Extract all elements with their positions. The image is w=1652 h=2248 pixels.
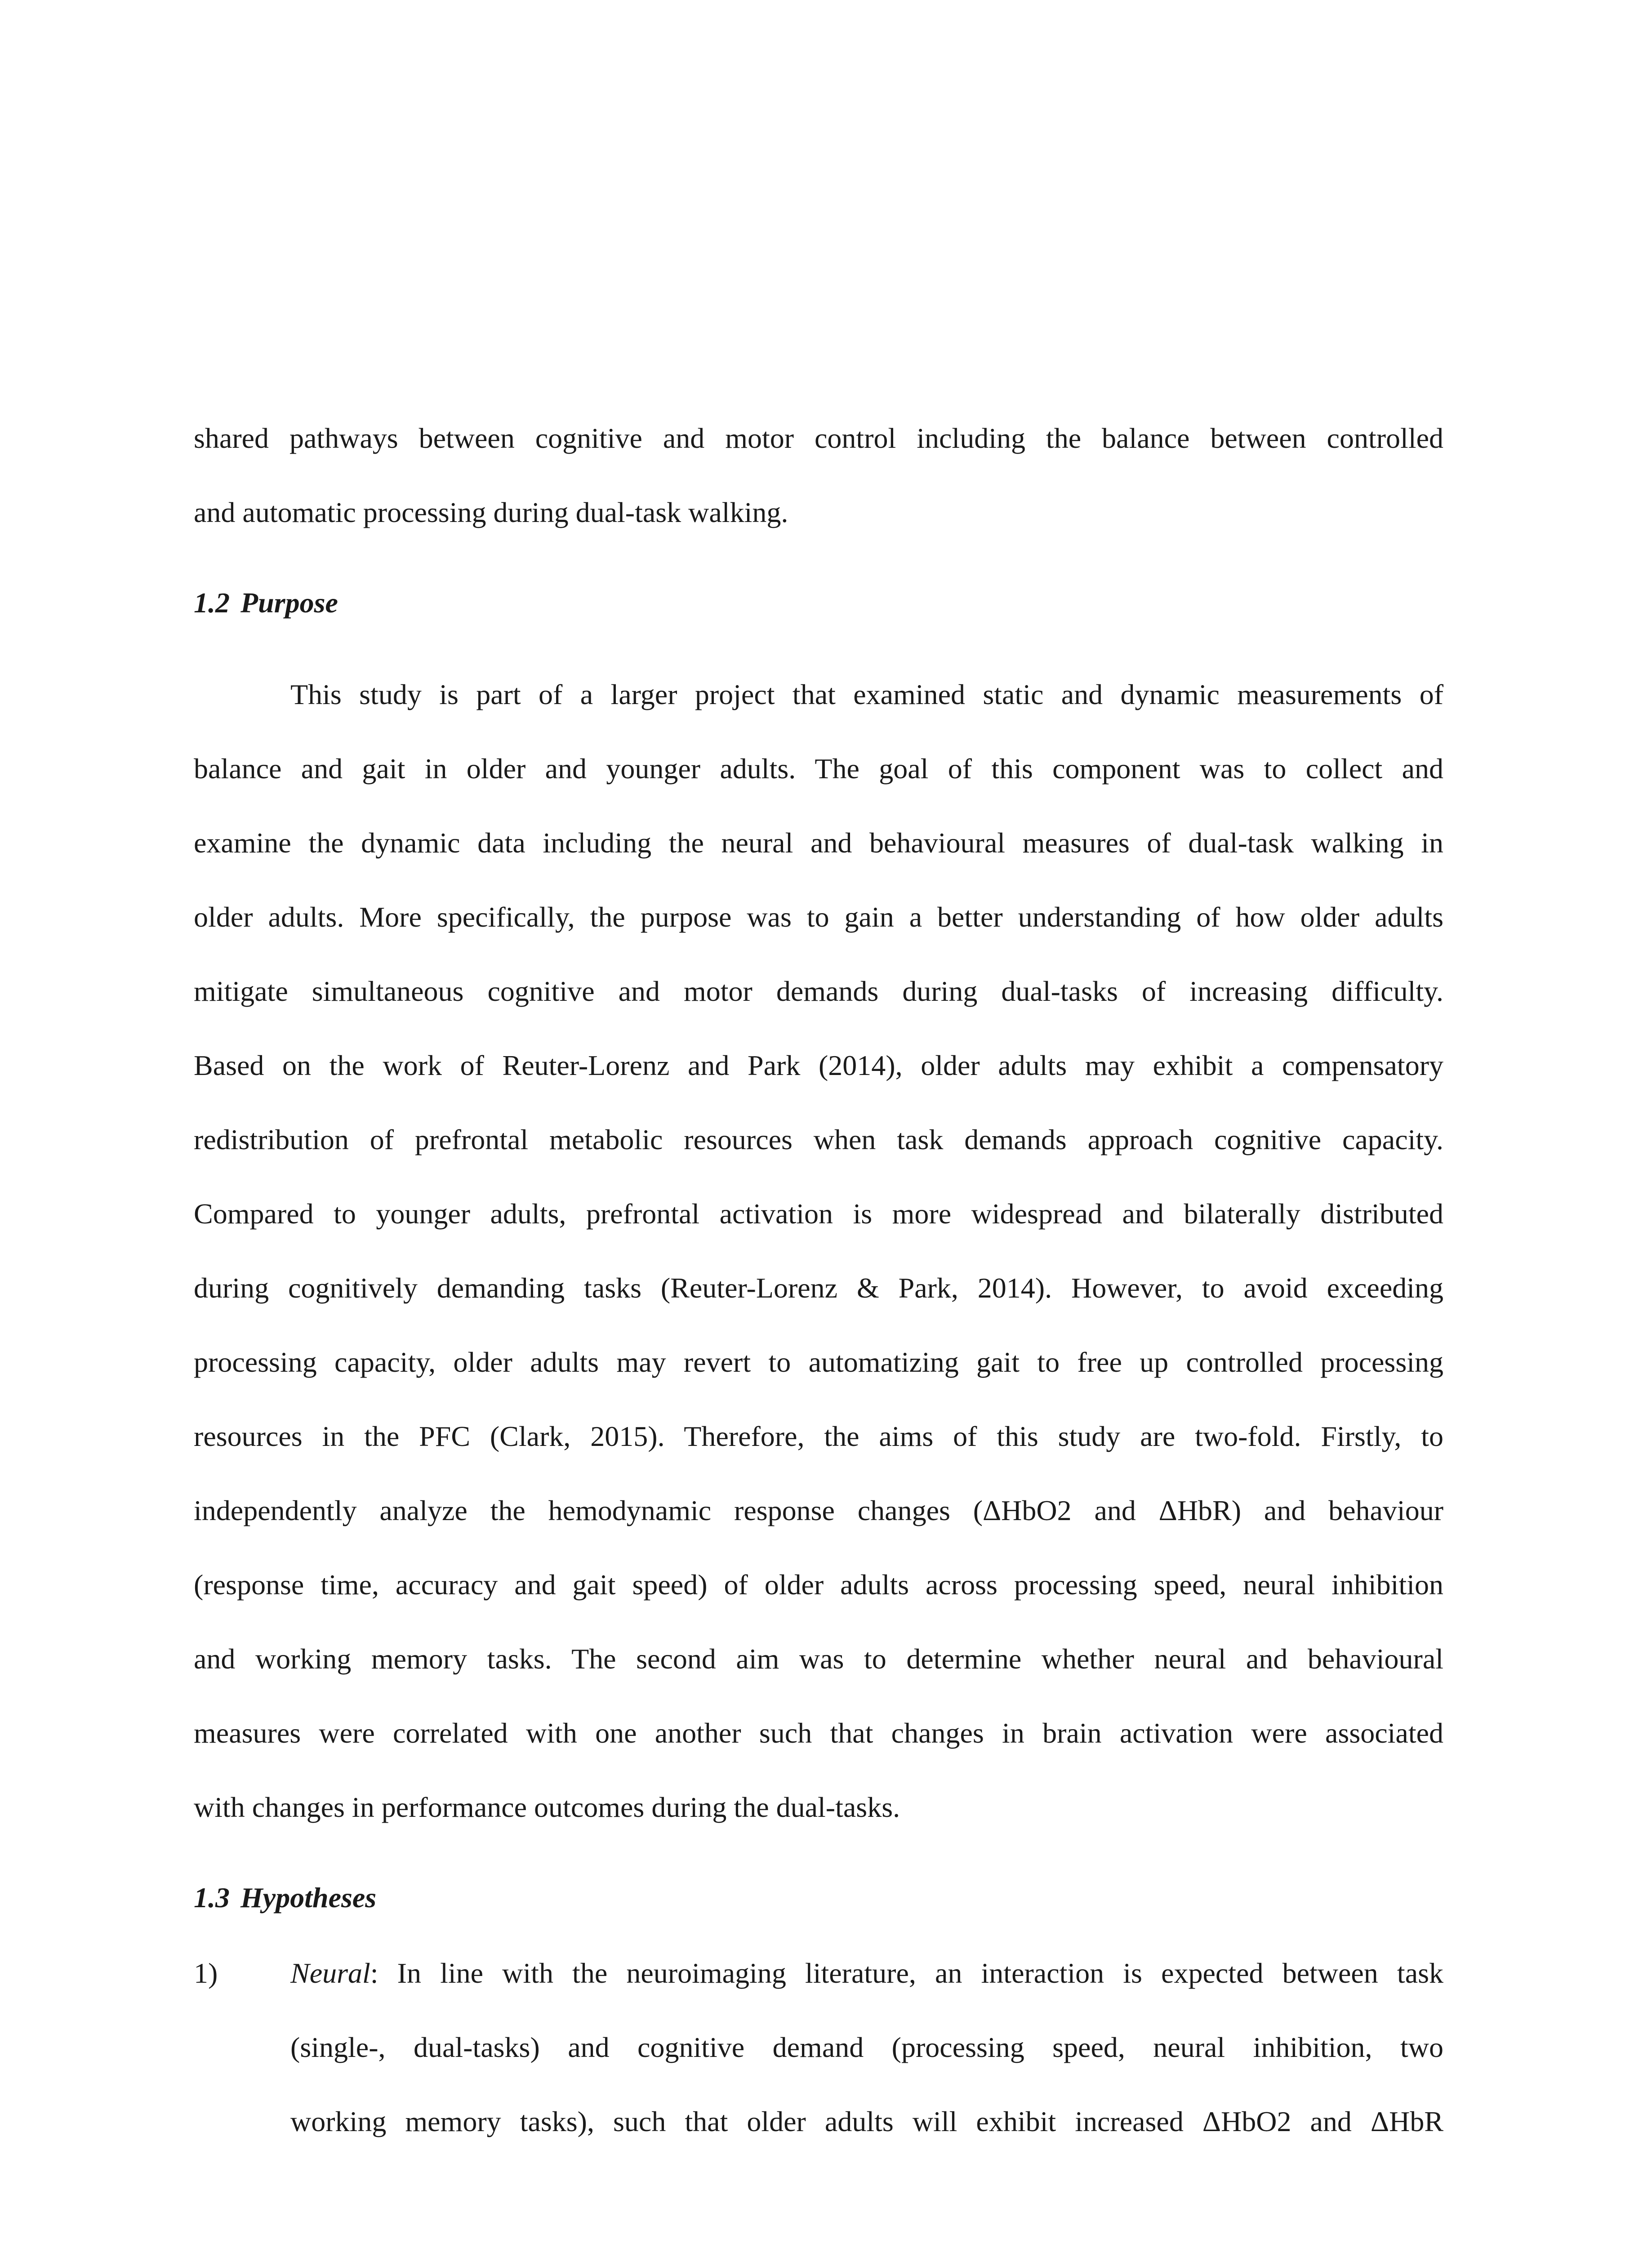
section-title: Purpose — [240, 587, 338, 619]
paragraph-line: balance and gait in older and younger adults. The goal of this component was to collect and — [194, 753, 1443, 785]
paragraph-line: Compared to younger adults, prefrontal activation is more widespread and bilaterally distributed — [194, 1198, 1443, 1230]
paragraph-line: Based on the work of Reuter-Lorenz and Park (2014), older adults may exhibit a compensatory — [194, 1049, 1443, 1081]
section-number: 1.3 — [194, 1882, 230, 1913]
hypothesis-text: : In line with the neuroimaging literature, an interaction is expected between task — [370, 1957, 1443, 1989]
list-item-line: (single-, dual-tasks) and cognitive demand (processing speed, neural inhibition, two — [290, 2031, 1443, 2063]
section-heading-purpose — [194, 585, 338, 621]
paragraph-line: and automatic processing during dual-task walking. — [194, 496, 788, 528]
section-heading-hypotheses — [194, 1880, 376, 1916]
paragraph-line: This study is part of a larger project that examined static and dynamic measurements of — [290, 678, 1443, 710]
paragraph-line: older adults. More specifically, the purpose was to gain a better understanding of how older adults — [194, 901, 1443, 933]
paragraph-line: with changes in performance outcomes during the dual-tasks. — [194, 1791, 900, 1823]
paragraph-line: redistribution of prefrontal metabolic resources when task demands approach cognitive capacity. — [194, 1124, 1443, 1155]
paragraph-line: measures were correlated with one another such that changes in brain activation were associated — [194, 1717, 1443, 1749]
paragraph-line: examine the dynamic data including the neural and behavioural measures of dual-task walking in — [194, 827, 1443, 859]
paragraph-line: independently analyze the hemodynamic response changes (ΔHbO2 and ΔHbR) and behaviour — [194, 1494, 1443, 1526]
paragraph-line: mitigate simultaneous cognitive and motor demands during dual-tasks of increasing difficulty. — [194, 975, 1443, 1007]
paragraph-line: shared pathways between cognitive and motor control including the balance between controlled — [194, 422, 1443, 454]
section-number: 1.2 — [194, 587, 230, 619]
section-title: Hypotheses — [240, 1882, 377, 1913]
paragraph-line: resources in the PFC (Clark, 2015). Therefore, the aims of this study are two-fold. Firstly, to — [194, 1420, 1443, 1452]
hypothesis-term: Neural — [290, 1957, 370, 1989]
paragraph-line: (response time, accuracy and gait speed) of older adults across processing speed, neural inhibition — [194, 1569, 1443, 1601]
paragraph-line: during cognitively demanding tasks (Reuter-Lorenz & Park, 2014). However, to avoid exceeding — [194, 1272, 1443, 1304]
list-item — [194, 1955, 1443, 1991]
paragraph-line: processing capacity, older adults may revert to automatizing gait to free up controlled processing — [194, 1346, 1443, 1378]
list-item-line: working memory tasks), such that older adults will exhibit increased ΔHbO2 and ΔHbR — [290, 2105, 1443, 2137]
list-marker: 1) — [194, 1957, 218, 1989]
paragraph-line: and working memory tasks. The second aim was to determine whether neural and behavioural — [194, 1643, 1443, 1675]
